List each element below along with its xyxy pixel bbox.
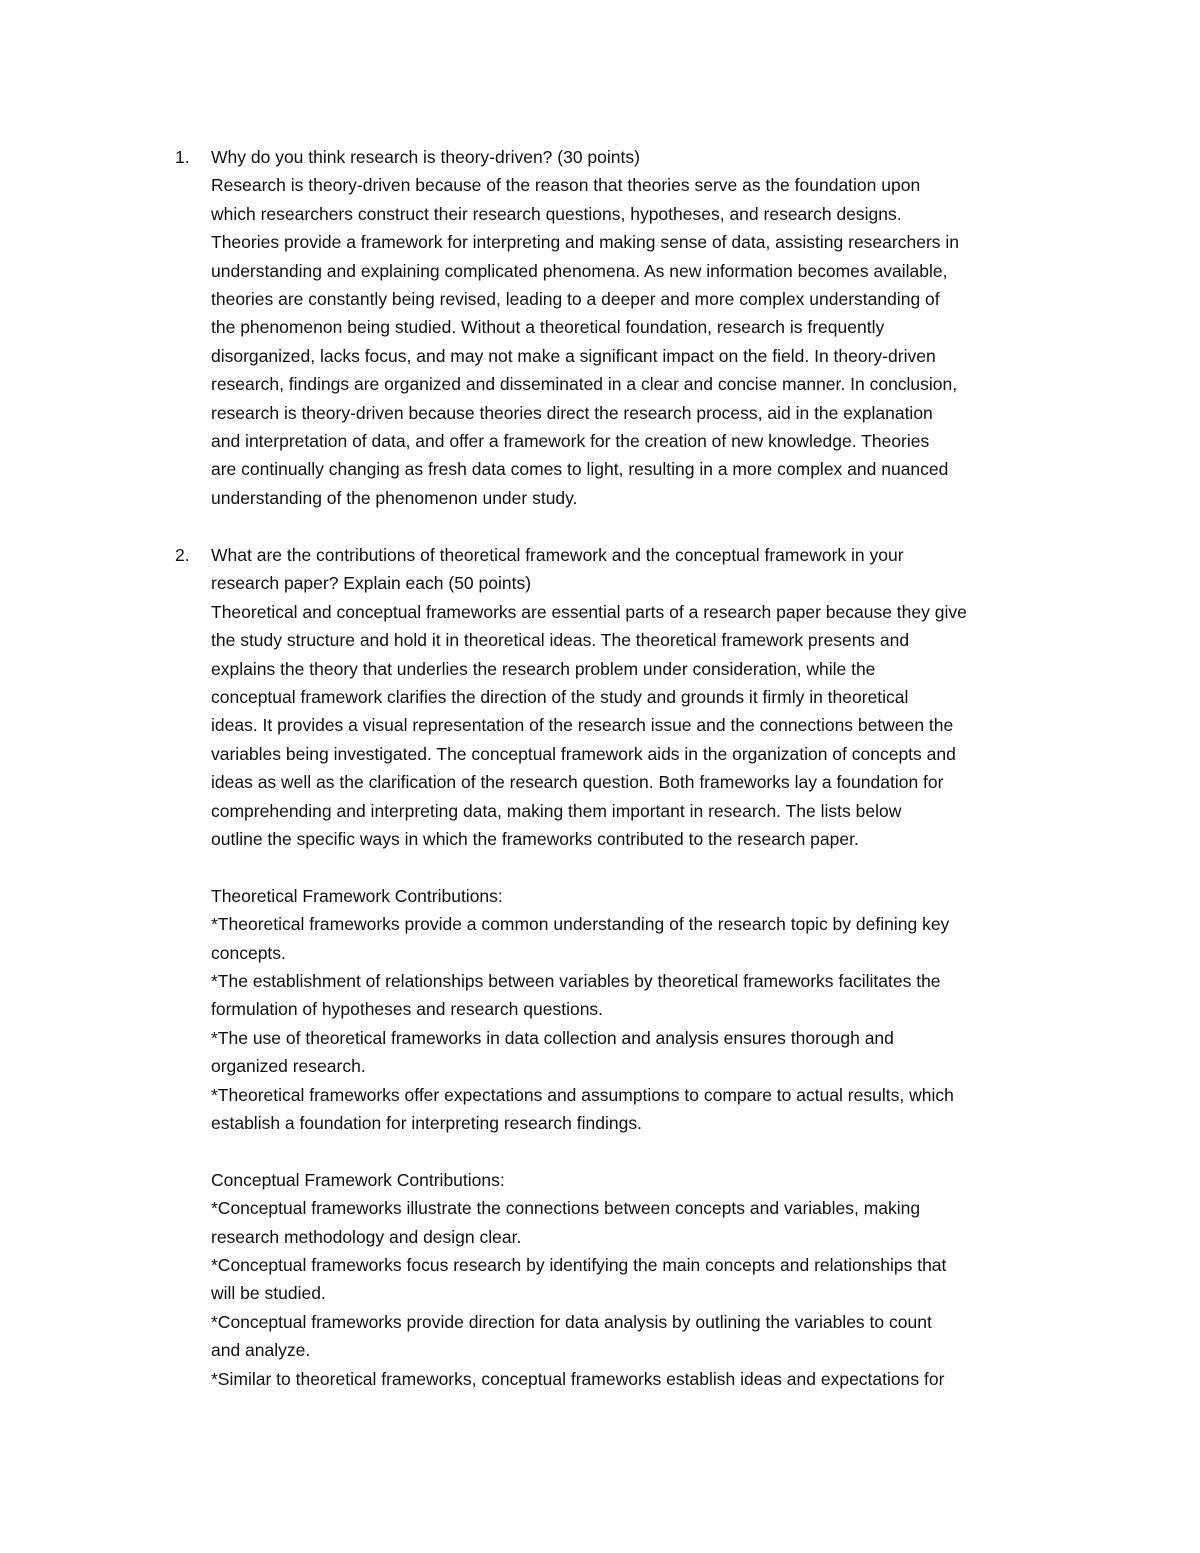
question-2-line: will be studied.: [211, 1283, 326, 1304]
question-2-line: research paper? Explain each (50 points): [211, 573, 532, 594]
question-2-line: *Theoretical frameworks provide a common understanding of the research topic by defining key: [211, 914, 950, 935]
question-1-line: are continually changing as fresh data comes to light, resulting in a more complex and nuanced: [211, 459, 949, 480]
question-1-line: Theories provide a framework for interpreting and making sense of data, assisting researchers in: [211, 232, 960, 253]
question-1-line: disorganized, lacks focus, and may not make a significant impact on the field. In theory-driven: [211, 345, 936, 366]
question-2-line: and analyze.: [211, 1340, 311, 1361]
question-2-line: the study structure and hold it in theoretical ideas. The theoretical framework presents and: [211, 630, 910, 651]
question-1-line: Research is theory-driven because of the reason that theories serve as the foundation upon: [211, 175, 921, 196]
question-2-line: *The use of theoretical frameworks in data collection and analysis ensures thorough and: [211, 1027, 894, 1048]
question-2-line: ideas. It provides a visual representation of the research issue and the connections between the: [211, 715, 954, 736]
question-2-line: establish a foundation for interpreting research findings.: [211, 1113, 642, 1133]
question-1-line: theories are constantly being revised, leading to a deeper and more complex understanding of: [211, 289, 940, 309]
question-1-line: research is theory-driven because theories direct the research process, aid in the explanation: [211, 402, 933, 423]
question-2-line: *Conceptual frameworks illustrate the connections between concepts and variables, making: [211, 1198, 921, 1219]
question-2-line: research methodology and design clear.: [211, 1226, 522, 1247]
question-2-line: What are the contributions of theoretical framework and the conceptual framework in your: [211, 545, 904, 565]
question-1-line: research, findings are organized and disseminated in a clear and concise manner. In conclusion,: [211, 374, 958, 395]
question-2-line: *Conceptual frameworks focus research by identifying the main concepts and relationships that: [211, 1255, 947, 1275]
question-2-line: variables being investigated. The conceptual framework aids in the organization of concepts and: [211, 743, 956, 764]
question-1-line: understanding and explaining complicated phenomena. As new information becomes available,: [211, 260, 948, 281]
question-2-line: *The establishment of relationships between variables by theoretical frameworks facilitates the: [211, 971, 941, 991]
question-2-line: comprehending and interpreting data, making them important in research. The lists below: [211, 800, 902, 821]
question-2-line: Conceptual Framework Contributions:: [211, 1169, 505, 1190]
question-2-line: conceptual framework clarifies the direction of the study and grounds it firmly in theoretical: [211, 687, 909, 707]
question-1-number: 1.: [175, 147, 190, 167]
question-2-line: formulation of hypotheses and research questions.: [211, 999, 604, 1020]
question-2-line: Theoretical Framework Contributions:: [211, 885, 503, 906]
question-2-line: organized research.: [211, 1056, 366, 1077]
question-1-line: Why do you think research is theory-driven? (30 points): [211, 147, 640, 167]
question-1-line: the phenomenon being studied. Without a theoretical foundation, research is frequently: [211, 317, 885, 338]
question-2-line: ideas as well as the clarification of the research question. Both frameworks lay a foundation for: [211, 772, 944, 793]
question-2-line: explains the theory that underlies the research problem under consideration, while the: [211, 658, 876, 679]
question-2-line: *Similar to theoretical frameworks, conceptual frameworks establish ideas and expectations for: [211, 1368, 945, 1389]
question-2-line: *Theoretical frameworks offer expectations and assumptions to compare to actual results, which: [211, 1084, 954, 1105]
question-1-line: which researchers construct their research questions, hypotheses, and research designs.: [211, 203, 902, 224]
question-2-line: Theoretical and conceptual frameworks are essential parts of a research paper because they give: [211, 601, 967, 622]
question-2-line: outline the specific ways in which the frameworks contributed to the research paper.: [211, 829, 859, 849]
question-2-number: 2.: [175, 545, 190, 565]
question-2-line: concepts.: [211, 942, 286, 963]
question-2-line: *Conceptual frameworks provide direction for data analysis by outlining the variables to count: [211, 1311, 932, 1332]
question-1-line: and interpretation of data, and offer a framework for the creation of new knowledge. Theories: [211, 431, 930, 451]
question-1-line: understanding of the phenomenon under study.: [211, 487, 578, 508]
